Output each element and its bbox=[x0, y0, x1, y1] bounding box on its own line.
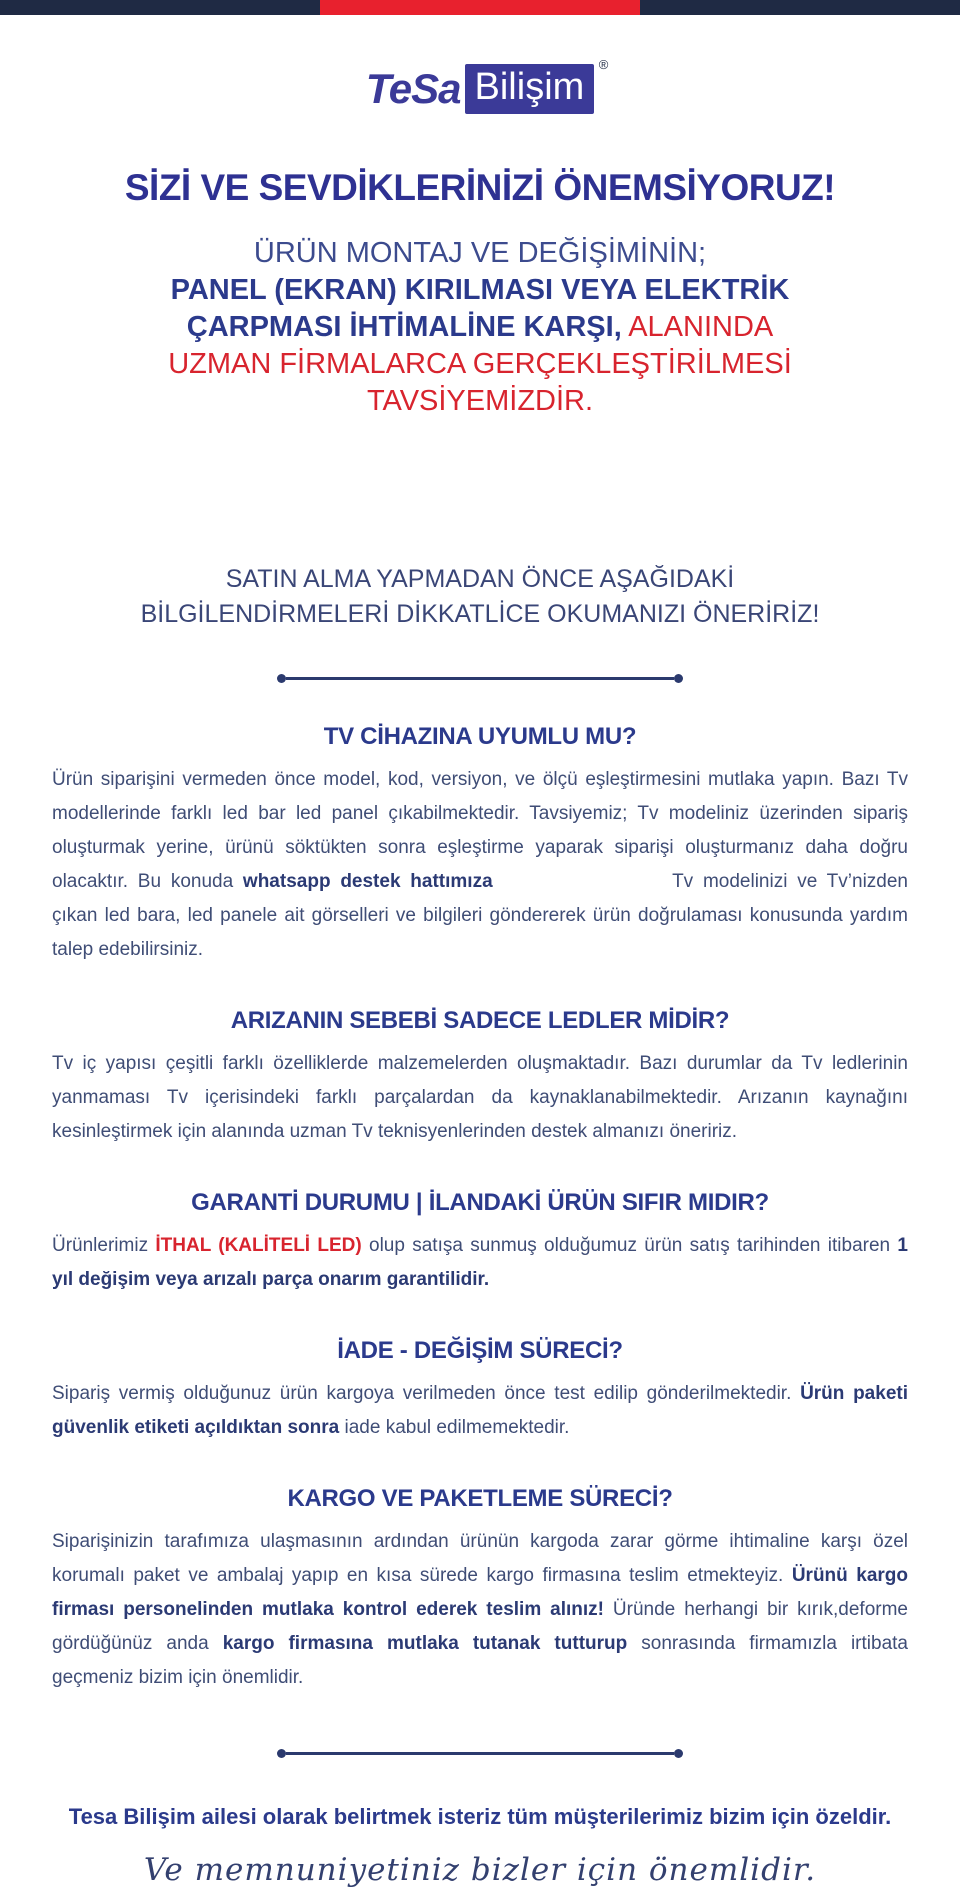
para-text-red-bold: İTHAL (KALİTELİ LED) bbox=[155, 1235, 362, 1256]
footer-handwritten-note: Ve memnuniyetiniz bizler için önemlidir. bbox=[143, 1852, 817, 1888]
section-heading: TV CİHAZINA UYUMLU MU? bbox=[323, 723, 637, 750]
section-paragraph bbox=[52, 1229, 908, 1297]
para-text: olup satışa sunmuş olduğumuz ürün satış tarihinden itibaren bbox=[361, 1235, 898, 1256]
para-text: iade kabul edilmemektedir. bbox=[339, 1417, 570, 1438]
para-text: Tv modelinizi ve Tv’nizden çıkan led bara, led panele ait görselleri ve bilgileri göndererek ürün doğrulaması konusunda yardım talep edebilirsiniz. bbox=[52, 871, 908, 960]
divider-dot-left bbox=[277, 1749, 286, 1758]
divider-line bbox=[286, 1752, 674, 1755]
section-divider-bottom bbox=[277, 1749, 683, 1758]
section-heading: GARANTİ DURUMU | İLANDAKİ ÜRÜN SIFIR MIDIR? bbox=[191, 1189, 769, 1216]
section-heading: ARIZANIN SEBEBİ SADECE LEDLER MİDİR? bbox=[230, 1007, 730, 1034]
divider-dot-right bbox=[674, 1749, 683, 1758]
subtitle-line1: ÜRÜN MONTAJ VE DEĞİŞİMİNİN; bbox=[253, 237, 707, 269]
para-text: Ürünlerimiz bbox=[52, 1235, 156, 1256]
logo-bilisim-box bbox=[465, 57, 609, 114]
section-return-exchange bbox=[0, 1337, 960, 1445]
logo-bilisim-text: Bilişim bbox=[474, 66, 585, 108]
top-bar-red-center bbox=[320, 0, 640, 15]
page-title: SİZİ VE SEVDİKLERİNİZİ ÖNEMSİYORUZ! bbox=[124, 167, 836, 208]
notice-line2: BİLGİLENDİRMELERİ DİKKATLİCE OKUMANIZI ÖNERİRİZ! bbox=[140, 600, 820, 628]
para-text: Sipariş vermiş olduğunuz ürün kargoya verilmeden önce test edilip gönderilmektedir. bbox=[52, 1383, 801, 1404]
subtitle-line4: UZMAN FİRMALARCA GERÇEKLEŞTİRİLMESİ bbox=[168, 348, 792, 380]
top-bar-navy-left bbox=[0, 0, 320, 15]
subtitle-line5: TAVSİYEMİZDİR. bbox=[366, 385, 594, 417]
para-text-bold: 1 yıl değişim veya arızalı parça onarım garantilidir. bbox=[52, 1235, 908, 1290]
divider-dot-right bbox=[674, 674, 683, 683]
section-heading: KARGO VE PAKETLEME SÜRECİ? bbox=[287, 1485, 673, 1512]
section-fault-cause bbox=[0, 1007, 960, 1149]
divider-dot-left bbox=[277, 674, 286, 683]
divider-line bbox=[286, 677, 674, 680]
para-text: Ürün siparişini vermeden önce model, kod, versiyon, ve ölçü eşleştirmesini mutlaka yapın. Bazı Tv modellerinde farklı led bar led panel çıkabilmektedir. Tavsiyemiz; Tv modeliniz üzerinden sipariş oluşturmak yerine, ürünü söktükten sonra eşleştirme yaparak siparişi oluşturmanız daha doğru olacaktır. Bu konuda bbox=[52, 769, 908, 892]
para-text: Tv iç yapısı çeşitli farklı özelliklerde malzemelerden oluşmaktadır. Bazı durumlar da Tv ledlerinin yanmaması Tv içerisindeki farklı parçalardan da kaynaklanabilmektedir. Arızanın kaynağını kesinleştirmek için alanında uzman Tv teknisyenlerinden destek almanızı öneririz. bbox=[52, 1053, 908, 1142]
subtitle-line2: PANEL (EKRAN) KIRILMASI VEYA ELEKTRİK bbox=[170, 274, 790, 306]
subtitle-block bbox=[0, 235, 960, 420]
section-shipping-packaging bbox=[0, 1485, 960, 1695]
section-divider-top bbox=[277, 674, 683, 683]
brand-logo bbox=[0, 57, 960, 117]
section-paragraph bbox=[52, 1377, 908, 1445]
para-text-bold: whatsapp destek hattımıza bbox=[242, 871, 493, 892]
registered-trademark-icon: ® bbox=[598, 57, 609, 72]
para-text: sonrasında firmamızla irtibata geçmeniz bizim için önemlidir. bbox=[52, 1633, 908, 1688]
para-text: Üründe herhangi bir kırık,deforme gördüğünüz anda bbox=[52, 1599, 908, 1654]
subtitle-line3-bold: ÇARPMASI İHTİMALİNE KARŞI, bbox=[186, 311, 622, 343]
para-text-bold: Ürün paketi güvenlik etiketi açıldıktan sonra bbox=[52, 1383, 908, 1438]
para-text: Siparişinizin tarafımıza ulaşmasının ardından ürünün kargoda zarar görme ihtimaline karşı özel korumalı paket ve ambalaj yapıp en kısa sürede kargo firmasına teslim etmekteyiz. bbox=[52, 1531, 908, 1586]
top-accent-bar bbox=[0, 0, 960, 15]
section-tv-compatibility bbox=[0, 723, 960, 967]
purchase-notice bbox=[0, 562, 960, 632]
top-bar-navy-right bbox=[640, 0, 960, 15]
logo-tesa-text: TeSa bbox=[365, 65, 461, 112]
section-paragraph bbox=[52, 1047, 908, 1149]
subtitle-line3 bbox=[0, 309, 960, 346]
subtitle-line3-red: ALANINDA bbox=[621, 311, 774, 343]
section-heading: İADE - DEĞİŞİM SÜRECİ? bbox=[337, 1337, 623, 1364]
section-warranty bbox=[0, 1189, 960, 1297]
para-text-bold: Ürünü kargo firması personelinden mutlaka kontrol ederek teslim alınız! bbox=[52, 1565, 908, 1620]
notice-line1: SATIN ALMA YAPMADAN ÖNCE AŞAĞIDAKİ bbox=[225, 565, 735, 593]
section-paragraph bbox=[52, 1525, 908, 1695]
footer-message: Tesa Bilişim ailesi olarak belirtmek isteriz tüm müşterilerimiz bizim için özeldir. bbox=[68, 1804, 892, 1829]
para-text-bold: kargo firmasına mutlaka tutanak tutturup bbox=[222, 1633, 628, 1654]
section-paragraph bbox=[52, 763, 908, 967]
